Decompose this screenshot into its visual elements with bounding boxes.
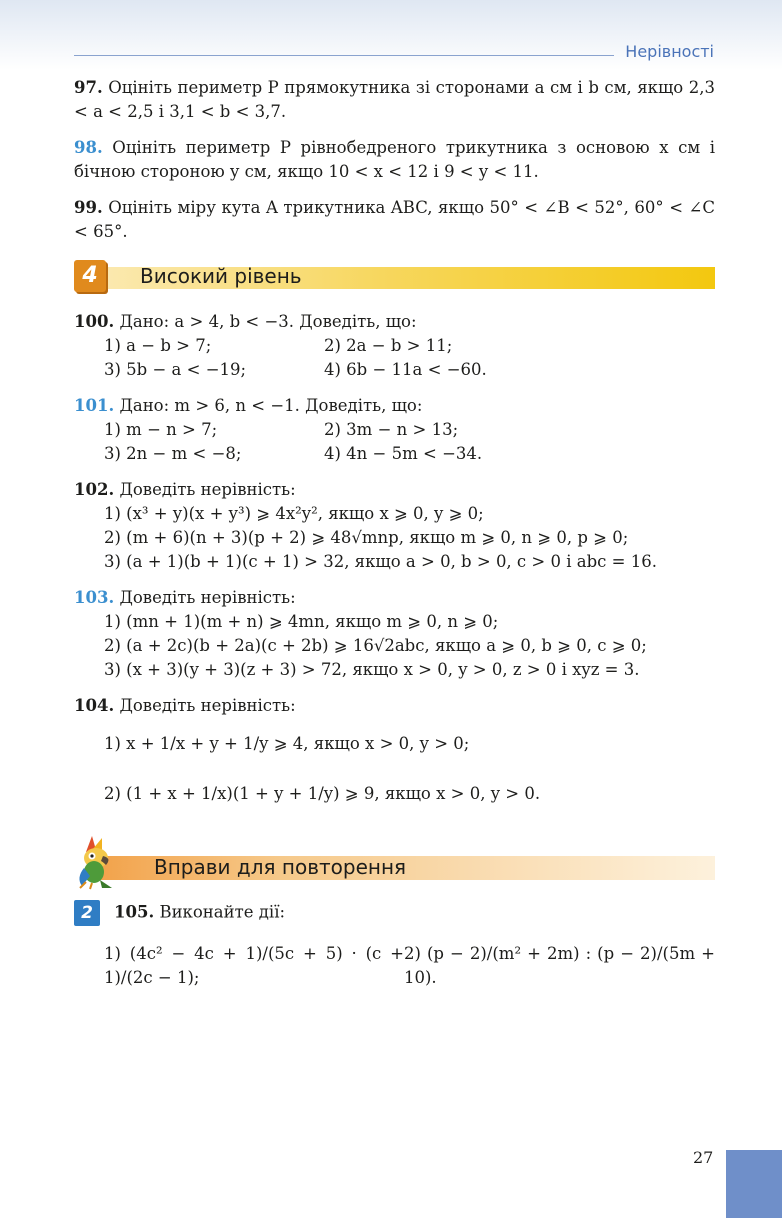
subitem: 2) 2a − b > 11;	[324, 336, 453, 355]
subitem: 1) (4c² − 4c + 1)/(5c + 5) · (c + 1)/(2c − 1);	[104, 944, 404, 987]
problem-intro: Дано: a > 4, b < −3. Доведіть, що:	[119, 312, 417, 331]
page-number: 27	[693, 1148, 714, 1167]
problem-text: Оцініть міру кута A трикутника ABC, якщо 50° < ∠B < 52°, 60° < ∠C < 65°.	[74, 198, 715, 241]
problem-100	[74, 310, 715, 382]
problem-98	[74, 136, 715, 184]
problem-number: 100.	[74, 312, 115, 331]
header-rule	[74, 55, 614, 56]
problem-number: 97.	[74, 78, 103, 97]
section-high-level	[74, 264, 715, 290]
problem-number: 101.	[74, 396, 115, 415]
problem-number: 103.	[74, 588, 115, 607]
problem-intro: Виконайте дії:	[159, 902, 286, 922]
subitem: 2) (1 + x + 1/x)(1 + y + 1/y) ⩾ 9, якщо x > 0, y > 0.	[104, 784, 541, 803]
problem-104	[74, 694, 715, 806]
subitem: 1) m − n > 7;	[104, 420, 218, 439]
level-4-badge: 4	[74, 260, 106, 292]
subitem: 4) 6b − 11a < −60.	[324, 360, 487, 379]
subitem: 2) (m + 6)(n + 3)(p + 2) ⩾ 48√mnp, якщо m ⩾ 0, n ⩾ 0, p ⩾ 0;	[104, 528, 629, 547]
subitem: 2) (p − 2)/(m² + 2m) : (p − 2)/(5m + 10).	[404, 944, 715, 987]
subitems	[74, 334, 715, 382]
subitem: 3) 2n − m < −8;	[104, 444, 242, 463]
subitem: 2) 3m − n > 13;	[324, 420, 459, 439]
problem-105	[74, 900, 715, 990]
subitem: 1) a − b > 7;	[104, 336, 212, 355]
problem-text: Оцініть периметр P прямокутника зі сторонами a см і b см, якщо 2,3 < a < 2,5 і 3,1 < b < 3,7.	[74, 78, 715, 121]
problem-number: 104.	[74, 696, 115, 715]
problem-number: 99.	[74, 198, 103, 217]
subitem: 2) (a + 2c)(b + 2a)(c + 2b) ⩾ 16√2abc, якщо a ⩾ 0, b ⩾ 0, c ⩾ 0;	[104, 636, 647, 655]
subitem: 3) (x + 3)(y + 3)(z + 3) > 72, якщо x > 0, y > 0, z > 0 і xyz = 3.	[104, 660, 640, 679]
section-review	[74, 834, 715, 884]
problem-intro: Дано: m > 6, n < −1. Доведіть, що:	[119, 396, 423, 415]
problem-intro: Доведіть нерівність:	[119, 588, 296, 607]
problem-97	[74, 76, 715, 124]
subitem: 1) x + 1/x + y + 1/y ⩾ 4, якщо x > 0, y > 0;	[104, 734, 470, 753]
problem-103	[74, 586, 715, 682]
problem-number: 98.	[74, 138, 103, 157]
problem-number: 102.	[74, 480, 115, 499]
subitems	[74, 418, 715, 466]
page-content	[74, 76, 715, 1002]
problem-text: Оцініть периметр P рівнобедреного трикутника з основою x см і бічною стороною y см, якщо 10 < x < 12 і 9 < y < 11.	[74, 138, 715, 181]
subitem: 4) 4n − 5m < −34.	[324, 444, 483, 463]
problem-102	[74, 478, 715, 574]
subitem: 1) (mn + 1)(m + n) ⩾ 4mn, якщо m ⩾ 0, n ⩾ 0;	[104, 612, 499, 631]
problem-intro: Доведіть нерівність:	[119, 696, 296, 715]
subitem: 3) 5b − a < −19;	[104, 360, 247, 379]
problem-intro: Доведіть нерівність:	[119, 480, 296, 499]
level-2-badge: 2	[74, 900, 100, 926]
subitems	[74, 942, 715, 990]
parrot-icon	[72, 834, 124, 890]
subitem: 3) (a + 1)(b + 1)(c + 1) > 32, якщо a > 0, b > 0, c > 0 і abc = 16.	[104, 552, 657, 571]
problem-number: 105.	[114, 902, 155, 922]
page-corner-tab	[726, 1150, 782, 1218]
problem-99	[74, 196, 715, 244]
subitem: 1) (x³ + y)(x + y³) ⩾ 4x²y², якщо x ⩾ 0, y ⩾ 0;	[104, 504, 484, 523]
section-title: Високий рівень	[140, 264, 302, 288]
page-header-title: Нерівності	[625, 42, 714, 61]
section-title: Вправи для повторення	[154, 855, 407, 879]
problem-101	[74, 394, 715, 466]
